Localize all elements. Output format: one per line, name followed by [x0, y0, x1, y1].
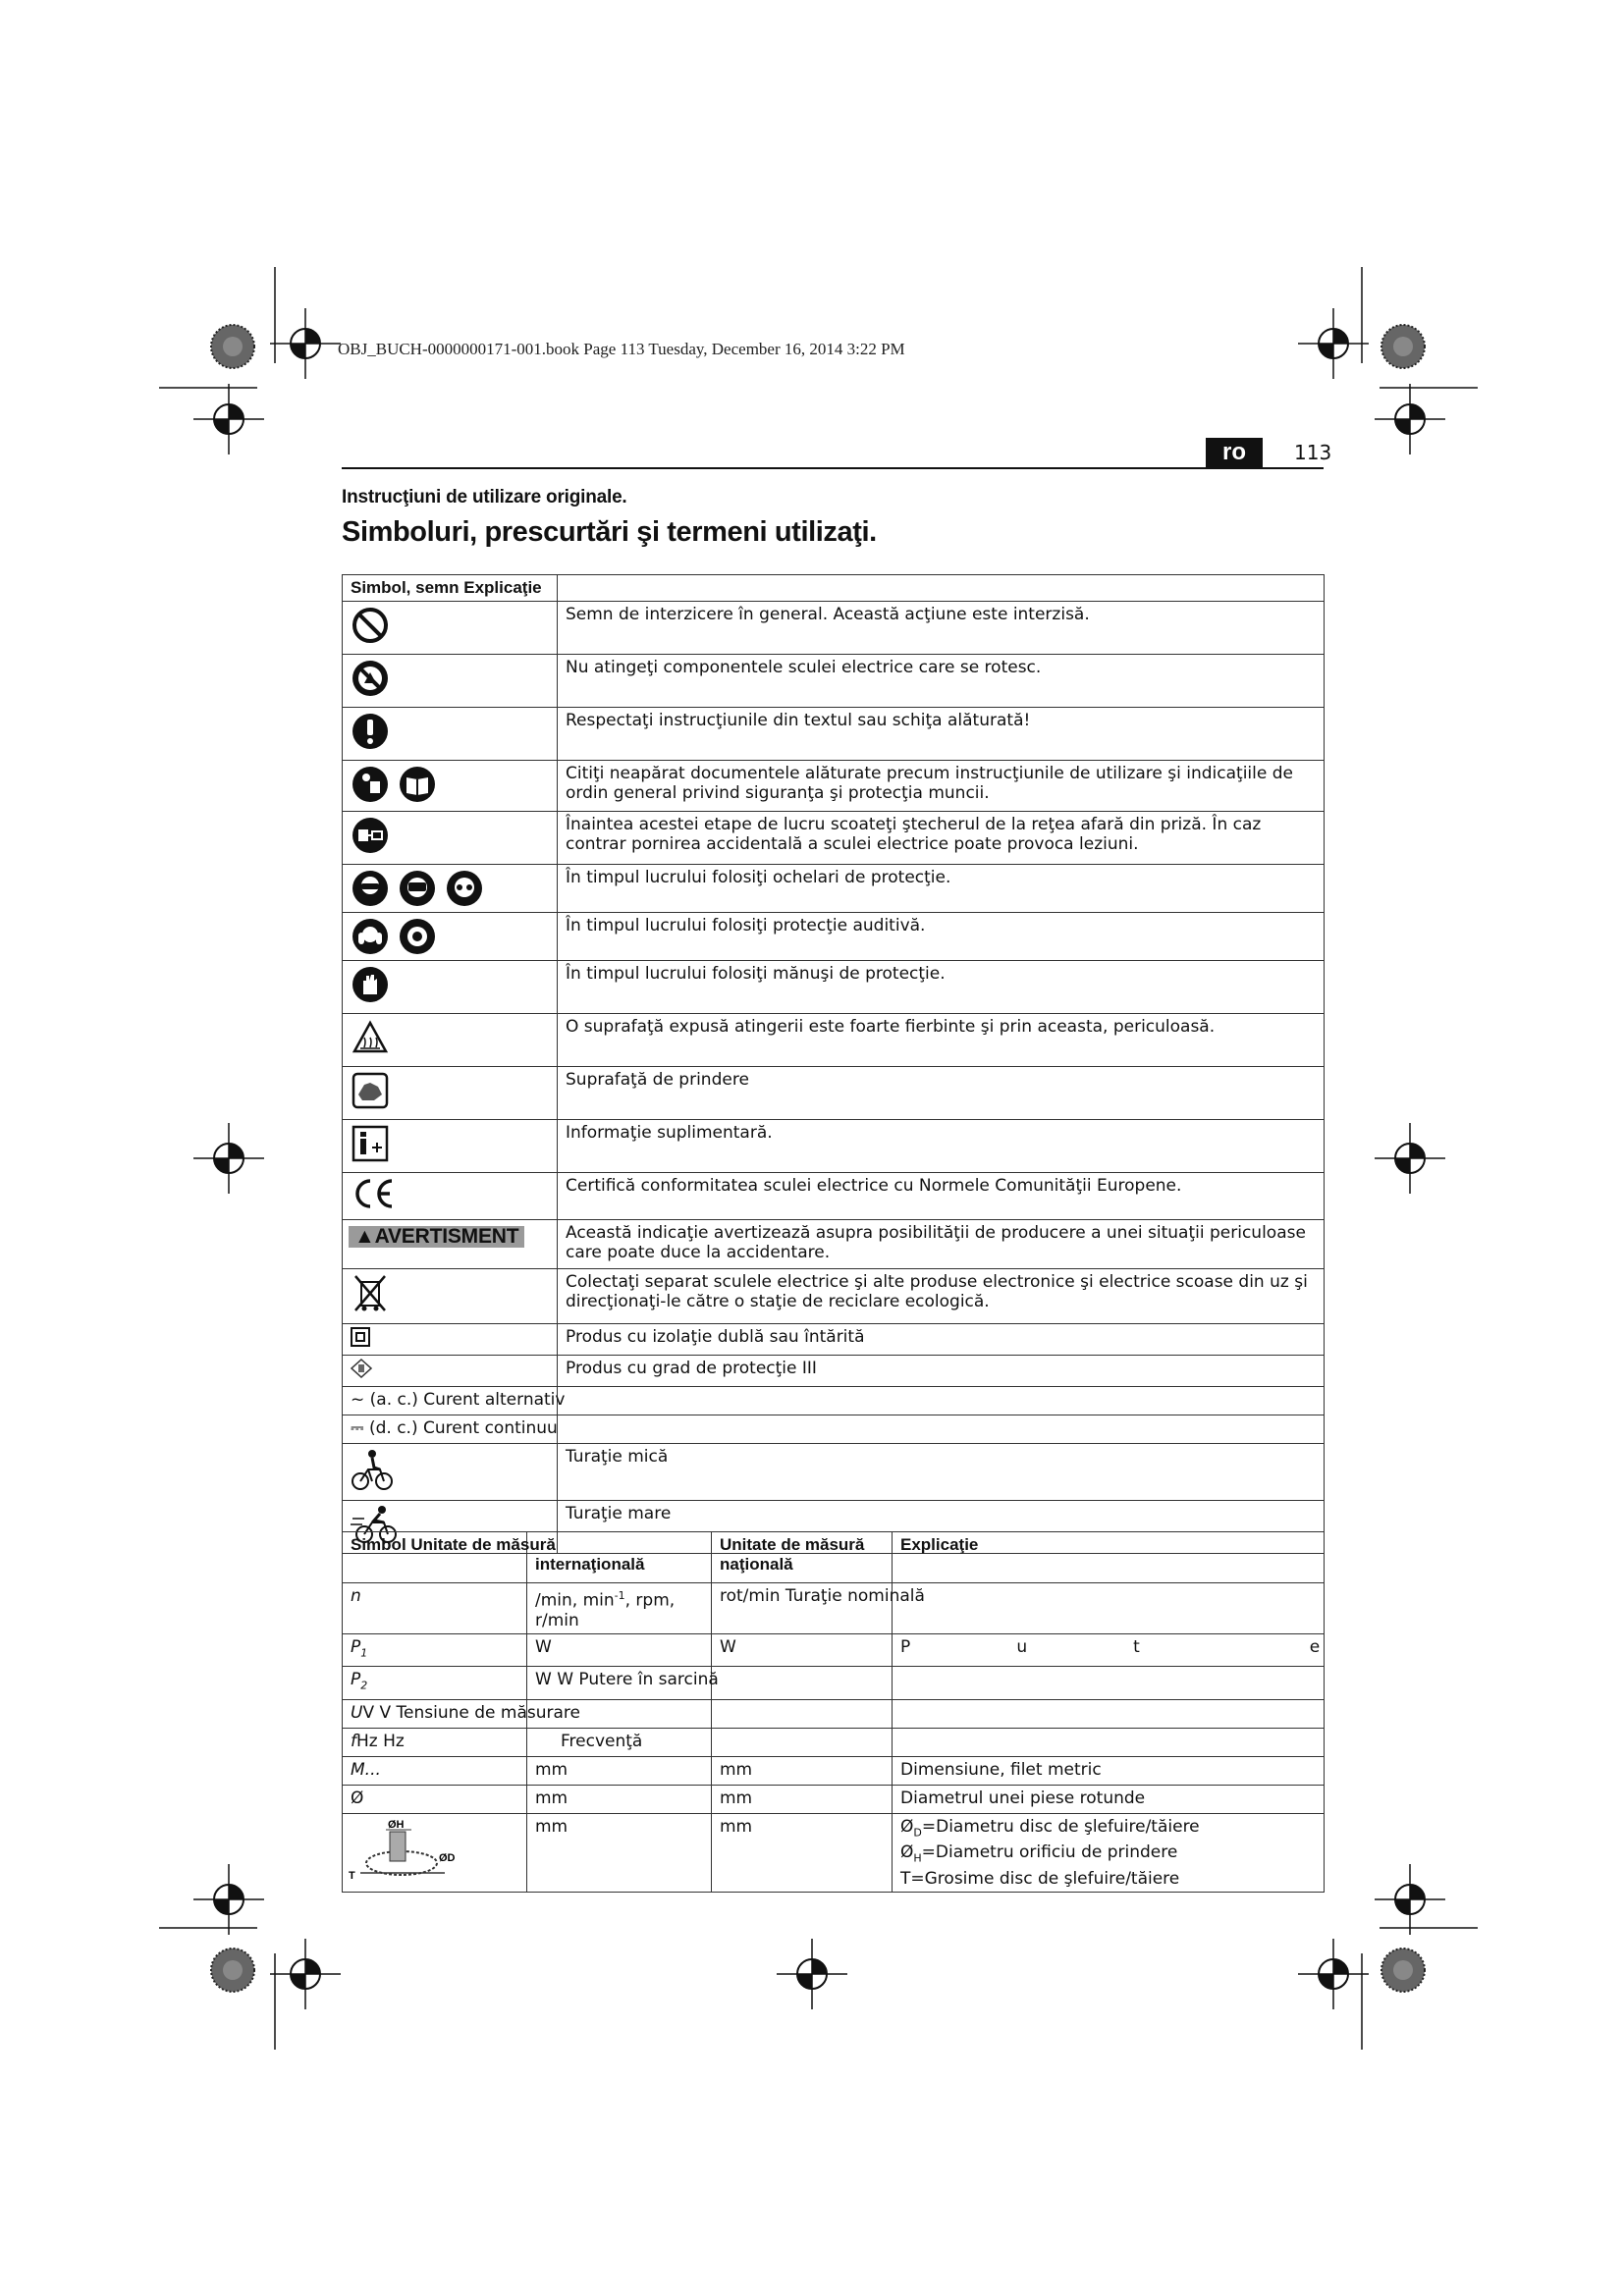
table-row: [343, 708, 1325, 761]
goggles-icon: [445, 869, 484, 908]
language-badge: ro: [1206, 438, 1263, 467]
page-title: Simboluri, prescurtări şi termeni utilizaţi.: [342, 516, 877, 548]
warning-triangle-icon: ▲: [354, 1225, 375, 1248]
unit-symbol: fHz Hz: [343, 1728, 527, 1756]
table-row: [343, 1699, 1325, 1728]
double-insulation-icon: [351, 1327, 370, 1347]
table-row: [343, 1014, 1325, 1067]
symbol-explanation: Turaţie mică: [558, 1444, 1325, 1501]
diagram-label-t: T: [349, 1869, 355, 1881]
units-header-national-1: Unitate de măsură: [720, 1535, 865, 1554]
unplug-icon: [351, 816, 390, 855]
table-row: [343, 1067, 1325, 1120]
unit-symbol: UV V Tensiune de măsurare: [343, 1699, 527, 1728]
page-number: 113: [1294, 441, 1332, 464]
read-manual-person-icon: [351, 765, 390, 804]
symbol-explanation: Respectaţi instrucţiunile din textul sau schiţa alăturată!: [558, 708, 1325, 761]
unit-explanation: Dimensiune, filet metric: [893, 1756, 1325, 1785]
low-speed-icon: [351, 1448, 396, 1491]
weee-bin-icon: [351, 1273, 390, 1314]
eye-protection-icon: [351, 869, 390, 908]
unit-explanation: P u t e: [893, 1634, 1325, 1667]
table-row: [343, 1634, 1325, 1667]
prohibition-icon: [351, 606, 390, 645]
table-row: [343, 761, 1325, 812]
unit-national: mm: [712, 1813, 893, 1892]
symbol-explanation: Semn de interzicere în general. Această acţiune este interzisă.: [558, 602, 1325, 655]
symbol-explanation: Colectaţi separat sculele electrice şi alte produse electronice şi electrice scoase din uz şi direcţionaţi-le către o staţie de reciclare ecologică.: [558, 1269, 1325, 1324]
unit-national: mm: [712, 1785, 893, 1813]
table-row: [343, 1220, 1325, 1269]
dc-icon: ⎓: [351, 1418, 364, 1438]
symbol-explanation: Nu atingeţi componentele sculei electrice care se rotesc.: [558, 655, 1325, 708]
unit-international: /min, $\min^{-1}$, rpm, r/min: [527, 1583, 712, 1634]
table-row: [343, 1444, 1325, 1501]
unit-symbol: Ø: [343, 1785, 527, 1813]
unit-symbol: n: [343, 1583, 527, 1634]
table-row: [343, 1387, 1325, 1415]
table-row: [343, 1356, 1325, 1387]
table-row: [343, 1813, 1325, 1892]
unit-national: W: [712, 1634, 893, 1667]
disc-dimensions-diagram: [347, 1816, 464, 1881]
hot-surface-icon: [351, 1018, 390, 1057]
table-row: [343, 1667, 1325, 1699]
ce-mark-icon: [351, 1177, 396, 1210]
no-touch-rotating-icon: [351, 659, 390, 698]
grip-surface-icon: [351, 1071, 390, 1110]
diagram-label-oh: ØH: [388, 1818, 405, 1831]
read-manual-icon: [398, 765, 437, 804]
info-icon: [351, 1124, 390, 1163]
face-shield-icon: [398, 869, 437, 908]
symbol-explanation: Certifică conformitatea sculei electrice cu Normele Comunităţii Europene.: [558, 1173, 1325, 1220]
unit-symbol: M...: [343, 1756, 527, 1785]
symbol-explanation: Informaţie suplimentară.: [558, 1120, 1325, 1173]
diagram-label-od: ØD: [439, 1851, 456, 1864]
unit-international: W: [527, 1634, 712, 1667]
symbol-explanation: Această indicaţie avertizează asupra posibilităţii de producere a unei situaţii periculoase care poate duce la accidentare.: [558, 1220, 1325, 1269]
symbol-explanation: Produs cu grad de protecţie III: [558, 1356, 1325, 1387]
document-subtitle: Instrucţiuni de utilizare originale.: [342, 487, 627, 507]
print-slug: OBJ_BUCH-0000000171-001.book Page 113 Tuesday, December 16, 2014 3:22 PM: [338, 340, 905, 358]
units-header-symbol: Simbol Unitate de măsură: [343, 1532, 527, 1583]
gloves-icon: [351, 965, 390, 1004]
symbol-explanation: O suprafaţă expusă atingerii este foarte fierbinte şi prin aceasta, periculoasă.: [558, 1014, 1325, 1067]
unit-international: mm: [527, 1756, 712, 1785]
unit-national: mm: [712, 1756, 893, 1785]
unit-international: W W Putere în sarcină: [527, 1667, 712, 1699]
ac-icon: ~: [351, 1390, 365, 1410]
table-row: [343, 812, 1325, 865]
ear-muffs-icon: [398, 917, 437, 956]
table-row: [343, 1728, 1325, 1756]
table-row: [343, 1173, 1325, 1220]
unit-explanation: Diametrul unei piese rotunde: [893, 1785, 1325, 1813]
units-header-international: internaţională: [535, 1555, 645, 1574]
table-row: [343, 1583, 1325, 1634]
symbol-explanation: În timpul lucrului folosiţi ochelari de protecţie.: [558, 865, 1325, 913]
unit-explanation: $Ø_D=Diametru$ disc de şlefuire/tăiere $Ø_H=Diametru$ orificiu de prindere T=Grosime disc de şlefuire/tăiere: [893, 1813, 1325, 1892]
table-row: [343, 1415, 1325, 1444]
symbol-explanation: Înaintea acestei etape de lucru scoateţi ştecherul de la reţea afară din priză. În caz contrar pornirea accidentală a sculei electrice poate provoca leziuni.: [558, 812, 1325, 865]
table-row: [343, 865, 1325, 913]
table-row: [343, 961, 1325, 1014]
exclamation-icon: [351, 712, 390, 751]
table-row: [343, 1324, 1325, 1356]
unit-national: rot/min Turaţie nominală: [712, 1583, 893, 1634]
unit-explanation: Frecvenţă: [527, 1728, 712, 1756]
table-row: [343, 1120, 1325, 1173]
unit-international: mm: [527, 1813, 712, 1892]
units-header-national-2: naţională: [720, 1555, 793, 1574]
table-row: [343, 1785, 1325, 1813]
unit-symbol: $P_2$: [343, 1667, 527, 1699]
dc-explanation: (d. c.) Curent continuu: [368, 1418, 558, 1438]
table-row: [343, 1756, 1325, 1785]
symbol-explanation: În timpul lucrului folosiţi protecţie auditivă.: [558, 913, 1325, 961]
symbol-explanation: Produs cu izolaţie dublă sau întărită: [558, 1324, 1325, 1356]
units-header-explanation: Explicaţie: [893, 1532, 1325, 1583]
symbols-header-row: [343, 575, 1325, 602]
symbol-explanation: Turaţie mare: [558, 1501, 1325, 1554]
table-row: [343, 602, 1325, 655]
ear-protection-icon: [351, 917, 390, 956]
symbol-explanation: Suprafaţă de prindere: [558, 1067, 1325, 1120]
units-header-row: [343, 1532, 1325, 1583]
symbols-header: Simbol, semn Explicaţie: [343, 575, 558, 602]
table-row: [343, 655, 1325, 708]
warning-label: ▲AVERTISMENT: [349, 1226, 524, 1248]
symbol-explanation: Citiţi neapărat documentele alăturate precum instrucţiunile de utilizare şi indicaţiile de ordin general privind siguranţa şi protecţia muncii.: [558, 761, 1325, 812]
symbol-explanation: În timpul lucrului folosiţi mănuşi de protecţie.: [558, 961, 1325, 1014]
unit-international: mm: [527, 1785, 712, 1813]
ac-explanation: (a. c.) Curent alternativ: [369, 1390, 566, 1410]
units-table: [342, 1531, 1325, 1893]
table-row: [343, 1269, 1325, 1324]
protection-class-3-icon: [351, 1359, 372, 1378]
unit-symbol: $P_1$: [343, 1634, 527, 1667]
table-row: [343, 913, 1325, 961]
header-rule: [342, 467, 1324, 469]
symbols-table: [342, 574, 1325, 1554]
